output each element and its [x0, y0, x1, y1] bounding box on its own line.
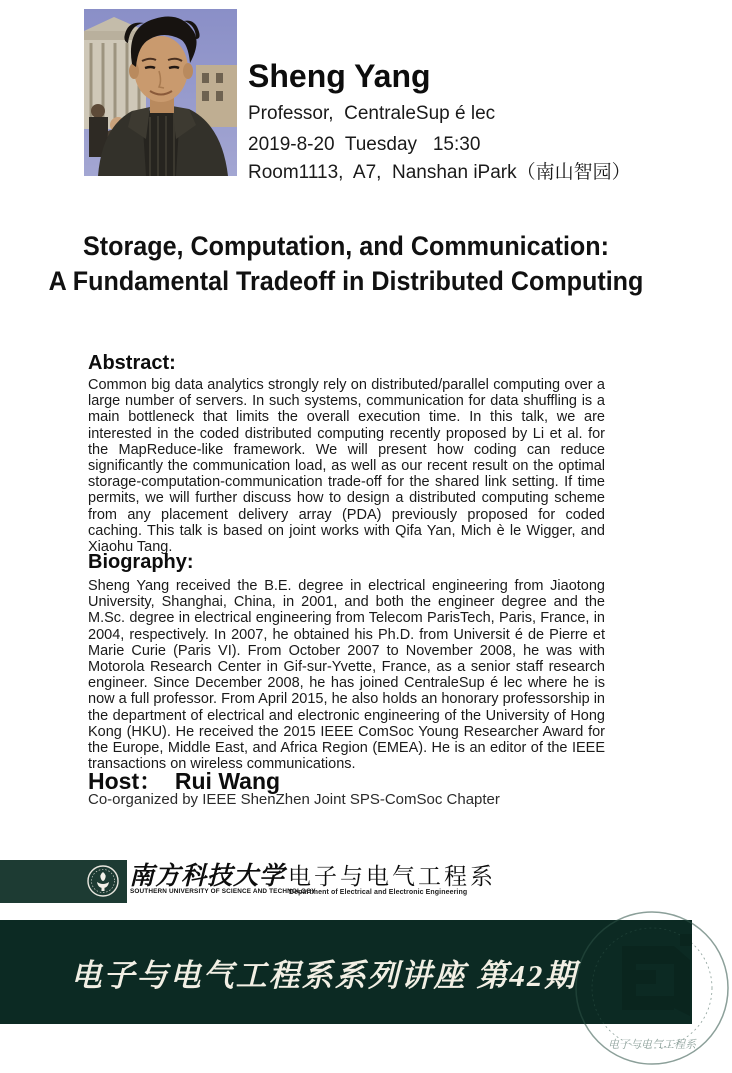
- talk-title-line1: Storage, Computation, and Communication:: [83, 231, 609, 261]
- university-name-cn: 南方科技大学: [129, 863, 286, 890]
- abstract-body: Common big data analytics strongly rely on distributed/parallel computing over a large number of servers. In such systems, communication for data shuffling is a main bottleneck that limits the overall execution time. In this talk, we are interested in the coded distributed computing recently proposed by Li et al. for the MapReduce-like framework. We will present how coding can reduce significantly the communication load, as well as our recent result on the optimal storage-computation-communication trade-off for the shared link setting. If time permits, we will further discuss how to design a distributed computing scheme from any placement delivery array (PDA) previously proposed for coded caching. This talk is based on joint works with Qifa Yan, Mich è le Wigger, and Xiaohu Tang.: [88, 377, 605, 556]
- talk-title: [24, 229, 668, 299]
- event-datetime: 2019-8-20 Tuesday 15:30: [248, 134, 481, 155]
- host-line: Host： Rui Wang: [88, 768, 281, 794]
- university-seal-icon: [86, 864, 120, 898]
- coorganizer-line: Co-organized by IEEE ShenZhen Joint SPS-ComSoc Chapter: [88, 791, 500, 808]
- abstract-heading: Abstract:: [88, 352, 176, 374]
- footer-band: [0, 920, 696, 1051]
- footer-series-title: 电子与电气工程系系列讲座 第42期: [70, 958, 578, 993]
- department-name-cn: 电子与电气工程系: [288, 864, 496, 889]
- biography-body: Sheng Yang received the B.E. degree in electrical engineering from Jiaotong University, Shanghai, China, in 2001, and both the engineer degree and the M.Sc. degree in electrical engineering from Telecom ParisTech, Paris, France, in 2004, respectively. In 2007, he obtained his Ph.D. from Universit é de Pierre et Marie Curie (Paris VI). From October 2007 to November 2008, he was with Motorola Research Center in Gif-sur-Yvette, France, as a senior staff research engineer. Since December 2008, he has joined CentraleSup é lec where he is now a full professor. From April 2015, he also holds an honorary professorship in the department of electrical and electronic engineering of the University of Hong Kong (HKU). He received the 2015 IEEE ComSoc Young Researcher Award for the Europe, Middle East, and Africa Region (EMEA). He is an editor of the IEEE transactions on wireless communications.: [88, 578, 605, 773]
- speaker-photo: [84, 9, 237, 176]
- department-name-en: Department of Electrical and Electronic Engineering: [289, 889, 468, 896]
- svg-text:电子与电气工程系: 电子与电气工程系: [608, 1039, 696, 1051]
- event-location: Room1113, A7, Nanshan iPark（南山智园）: [248, 162, 631, 183]
- talk-title-line2: A Fundamental Tradeoff in Distributed Computing: [48, 266, 644, 296]
- speaker-name: Sheng Yang: [248, 58, 431, 94]
- speaker-title: Professor, CentraleSup é lec: [248, 103, 496, 124]
- speaker-photo-illustration: [84, 9, 237, 176]
- biography-heading: Biography:: [88, 551, 194, 573]
- university-name-en: SOUTHERN UNIVERSITY OF SCIENCE AND TECHNOLOGY: [130, 888, 316, 895]
